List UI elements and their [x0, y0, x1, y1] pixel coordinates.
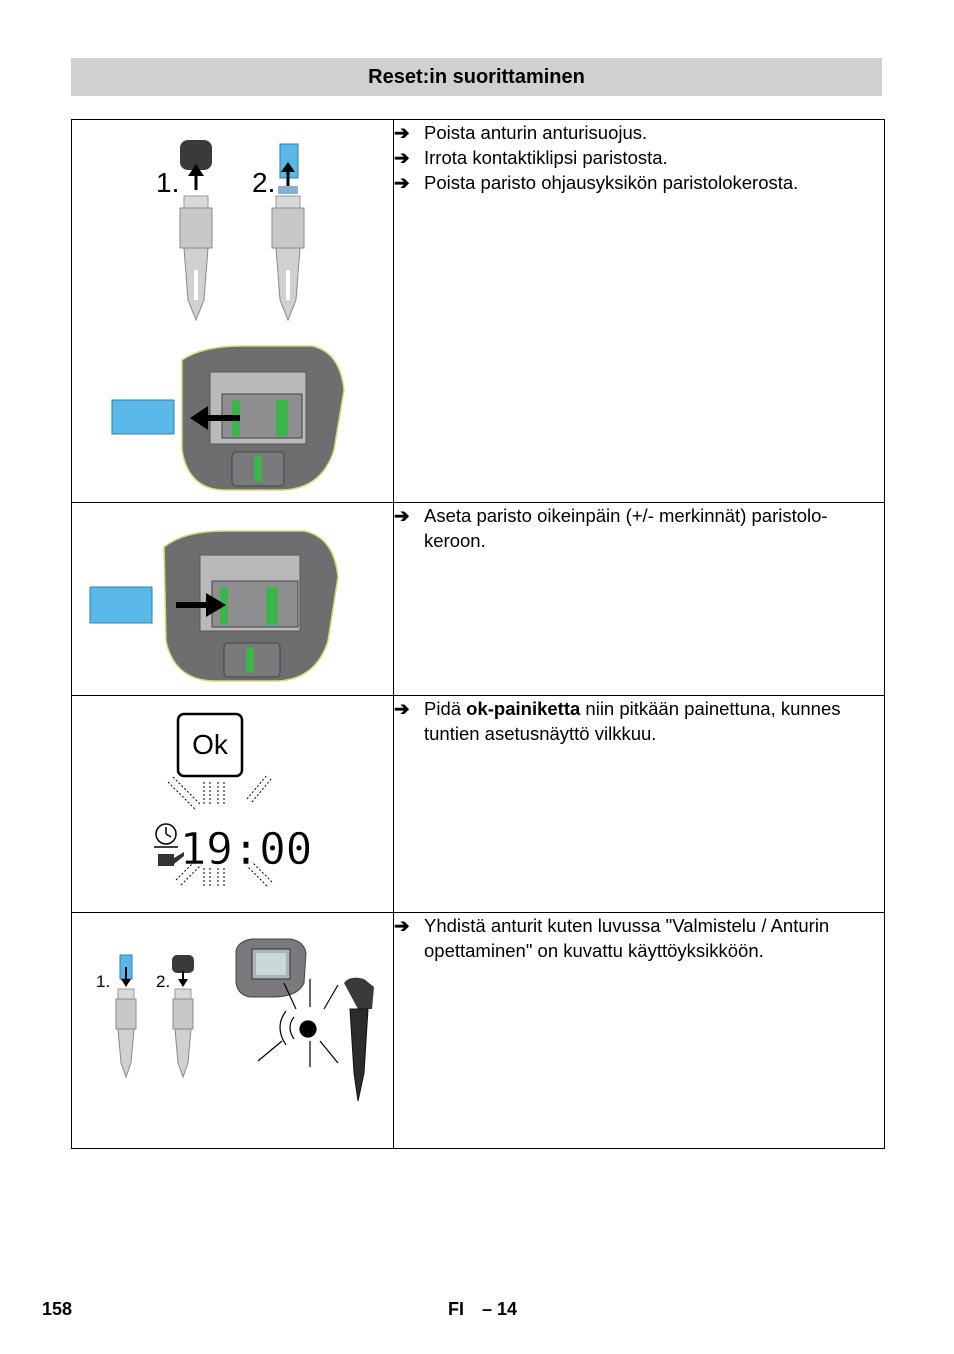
step-1-text	[394, 120, 885, 503]
step-4-text	[394, 913, 885, 1149]
ok-button-icon	[178, 714, 242, 776]
time-display: 19:00	[179, 824, 313, 875]
sensor-2-icon	[172, 955, 194, 1077]
step-row-4	[72, 913, 885, 1149]
step-1-bullet-3: ➔ Poista paristo ohjausyksikön paristolokerosta.	[394, 172, 799, 193]
battery-insertion-illustration	[72, 503, 393, 695]
sub-page-number: – 14	[482, 1299, 518, 1319]
step-1-bullet-2: ➔ Irrota kontaktiklipsi paristosta.	[394, 147, 668, 168]
operating-unit-icon	[236, 939, 306, 997]
ok-button-and-display-illustration	[72, 696, 393, 912]
step-row-3	[72, 696, 885, 913]
sensor-1-icon	[116, 955, 136, 1077]
arrow-icon: ➔	[394, 505, 410, 526]
page-number: 158	[42, 1299, 73, 1319]
step-2-text	[394, 503, 885, 696]
sensor-2-icon	[272, 144, 304, 320]
step-row-1	[72, 120, 885, 503]
arrow-icon: ➔	[394, 147, 410, 168]
step-3-text	[394, 696, 885, 913]
language-code: FI	[448, 1299, 464, 1319]
instruction-table	[71, 119, 885, 1149]
sensor-and-battery-removal-illustration	[72, 120, 393, 502]
arrow-icon: ➔	[394, 122, 410, 143]
step-1-bullet-1: ➔ Poista anturin anturisuojus.	[394, 122, 648, 143]
label-step-1: 1.	[96, 972, 111, 991]
label-step-2: 2.	[252, 167, 276, 198]
sensor-3-icon	[344, 978, 374, 1101]
step-2-illustration	[72, 503, 394, 696]
ok-button-label: Ok	[192, 729, 228, 760]
arrow-icon: ➔	[394, 698, 410, 719]
step-3-bullet-1: ➔ Pidä ok-painiketta niin pitkään painettuna, kunnes tuntien asetusnäyttö vilkkuu.	[394, 698, 841, 744]
control-unit-icon	[90, 531, 338, 681]
clock-icon	[154, 824, 178, 847]
step-4-illustration	[72, 913, 394, 1149]
section-title: Reset:in suorittaminen	[368, 65, 585, 88]
step-1-illustration	[72, 120, 394, 503]
section-header	[71, 58, 882, 96]
step-4-bullet-1: ➔ Yhdistä anturit kuten luvussa "Valmistelu / Anturin opettaminen" on kuvattu käyttöyksikköön.	[394, 915, 830, 961]
control-unit-icon	[112, 346, 344, 490]
ok-button-reference: ok-painiketta	[466, 698, 581, 719]
step-2-bullet-1: ➔ Aseta paristo oikeinpäin (+/- merkinnät) paristolo-keroon.	[394, 505, 828, 551]
sensor-1-icon	[180, 140, 212, 320]
arrow-icon: ➔	[394, 172, 410, 193]
step-3-illustration	[72, 696, 394, 913]
sensor-pairing-illustration	[72, 913, 393, 1148]
step-row-2	[72, 503, 885, 696]
arrow-icon: ➔	[394, 915, 410, 936]
label-step-1: 1.	[156, 167, 180, 198]
label-step-2: 2.	[156, 972, 171, 991]
